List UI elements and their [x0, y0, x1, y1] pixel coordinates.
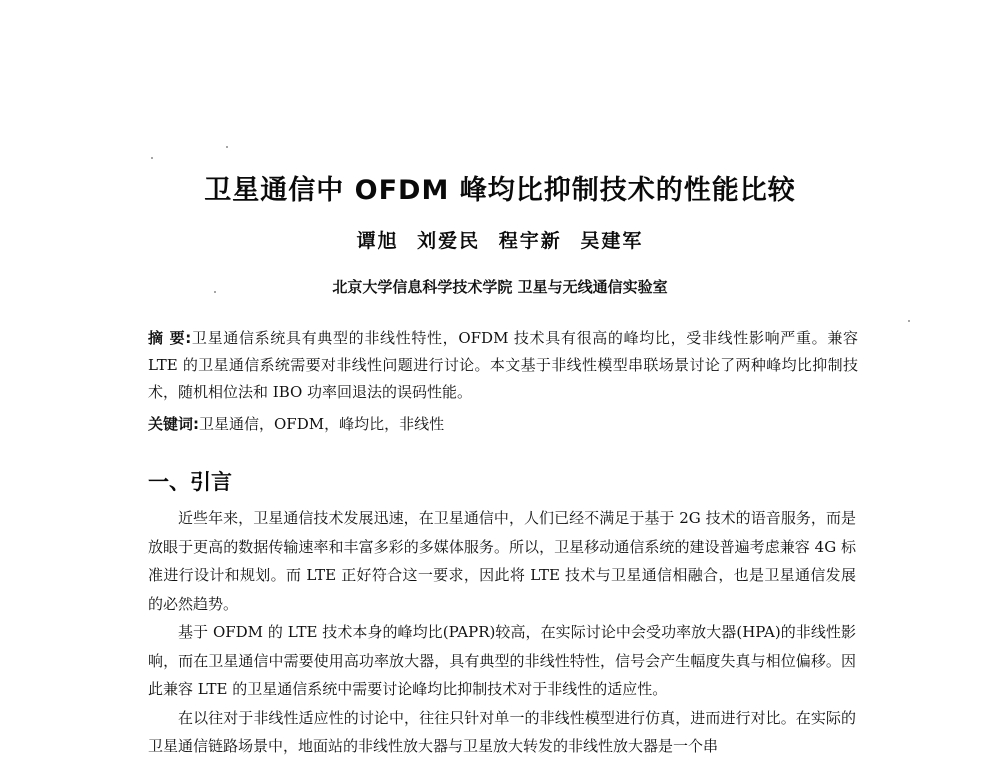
paper-affiliation: 北京大学信息科学技术学院 卫星与无线通信实验室: [332, 278, 668, 296]
abstract-label: 摘 要:: [148, 329, 192, 347]
paper-authors: 谭旭 刘爱民 程宇新 吴建军: [356, 230, 644, 252]
keywords-text: 卫星通信，OFDM，峰均比，非线性: [199, 415, 445, 433]
body-paragraph: 在以往对于非线性适应性的讨论中，往往只针对单一的非线性模型进行仿真，进而进行对比。在实际的卫星通信链路场景中，地面站的非线性放大器与卫星放大转发的非线性放大器是一个串: [148, 708, 856, 755]
scan-speck: [908, 320, 910, 322]
paper-title: 卫星通信中 OFDM 峰均比抑制技术的性能比较: [204, 175, 796, 206]
scan-speck: [151, 157, 153, 159]
keywords: [148, 411, 858, 438]
keywords-label: 关键词:: [148, 415, 199, 433]
abstract: [148, 325, 858, 406]
body-paragraph: 近些年来，卫星通信技术发展迅速，在卫星通信中，人们已经不满足于基于 2G 技术的语音服务，而是放眼于更高的数据传输速率和丰富多彩的多媒体服务。所以，卫星移动通信系统的建设普遍考虑兼容 4G 标准进行设计和规划。而 LTE 正好符合这一要求，因此将 LTE 技术与卫星通信相融合，也是卫星通信发展的必然趋势。: [148, 509, 856, 613]
section-heading-introduction: 一、引言: [148, 470, 232, 494]
section-body-introduction: [148, 504, 856, 761]
scan-speck: [226, 146, 228, 148]
body-paragraph: 基于 OFDM 的 LTE 技术本身的峰均比(PAPR)较高，在实际讨论中会受功率放大器(HPA)的非线性影响，而在卫星通信中需要使用高功率放大器，具有典型的非线性特性，信号会产生幅度失真与相位偏移。因此兼容 LTE 的卫星通信系统中需要讨论峰均比抑制技术对于非线性的适应性。: [148, 623, 856, 698]
abstract-text: 卫星通信系统具有典型的非线性特性，OFDM 技术具有很高的峰均比，受非线性影响严重。兼容 LTE 的卫星通信系统需要对非线性问题进行讨论。本文基于非线性模型串联场景讨论了两种峰均比抑制技术，随机相位法和 IBO 功率回退法的误码性能。: [148, 329, 858, 401]
